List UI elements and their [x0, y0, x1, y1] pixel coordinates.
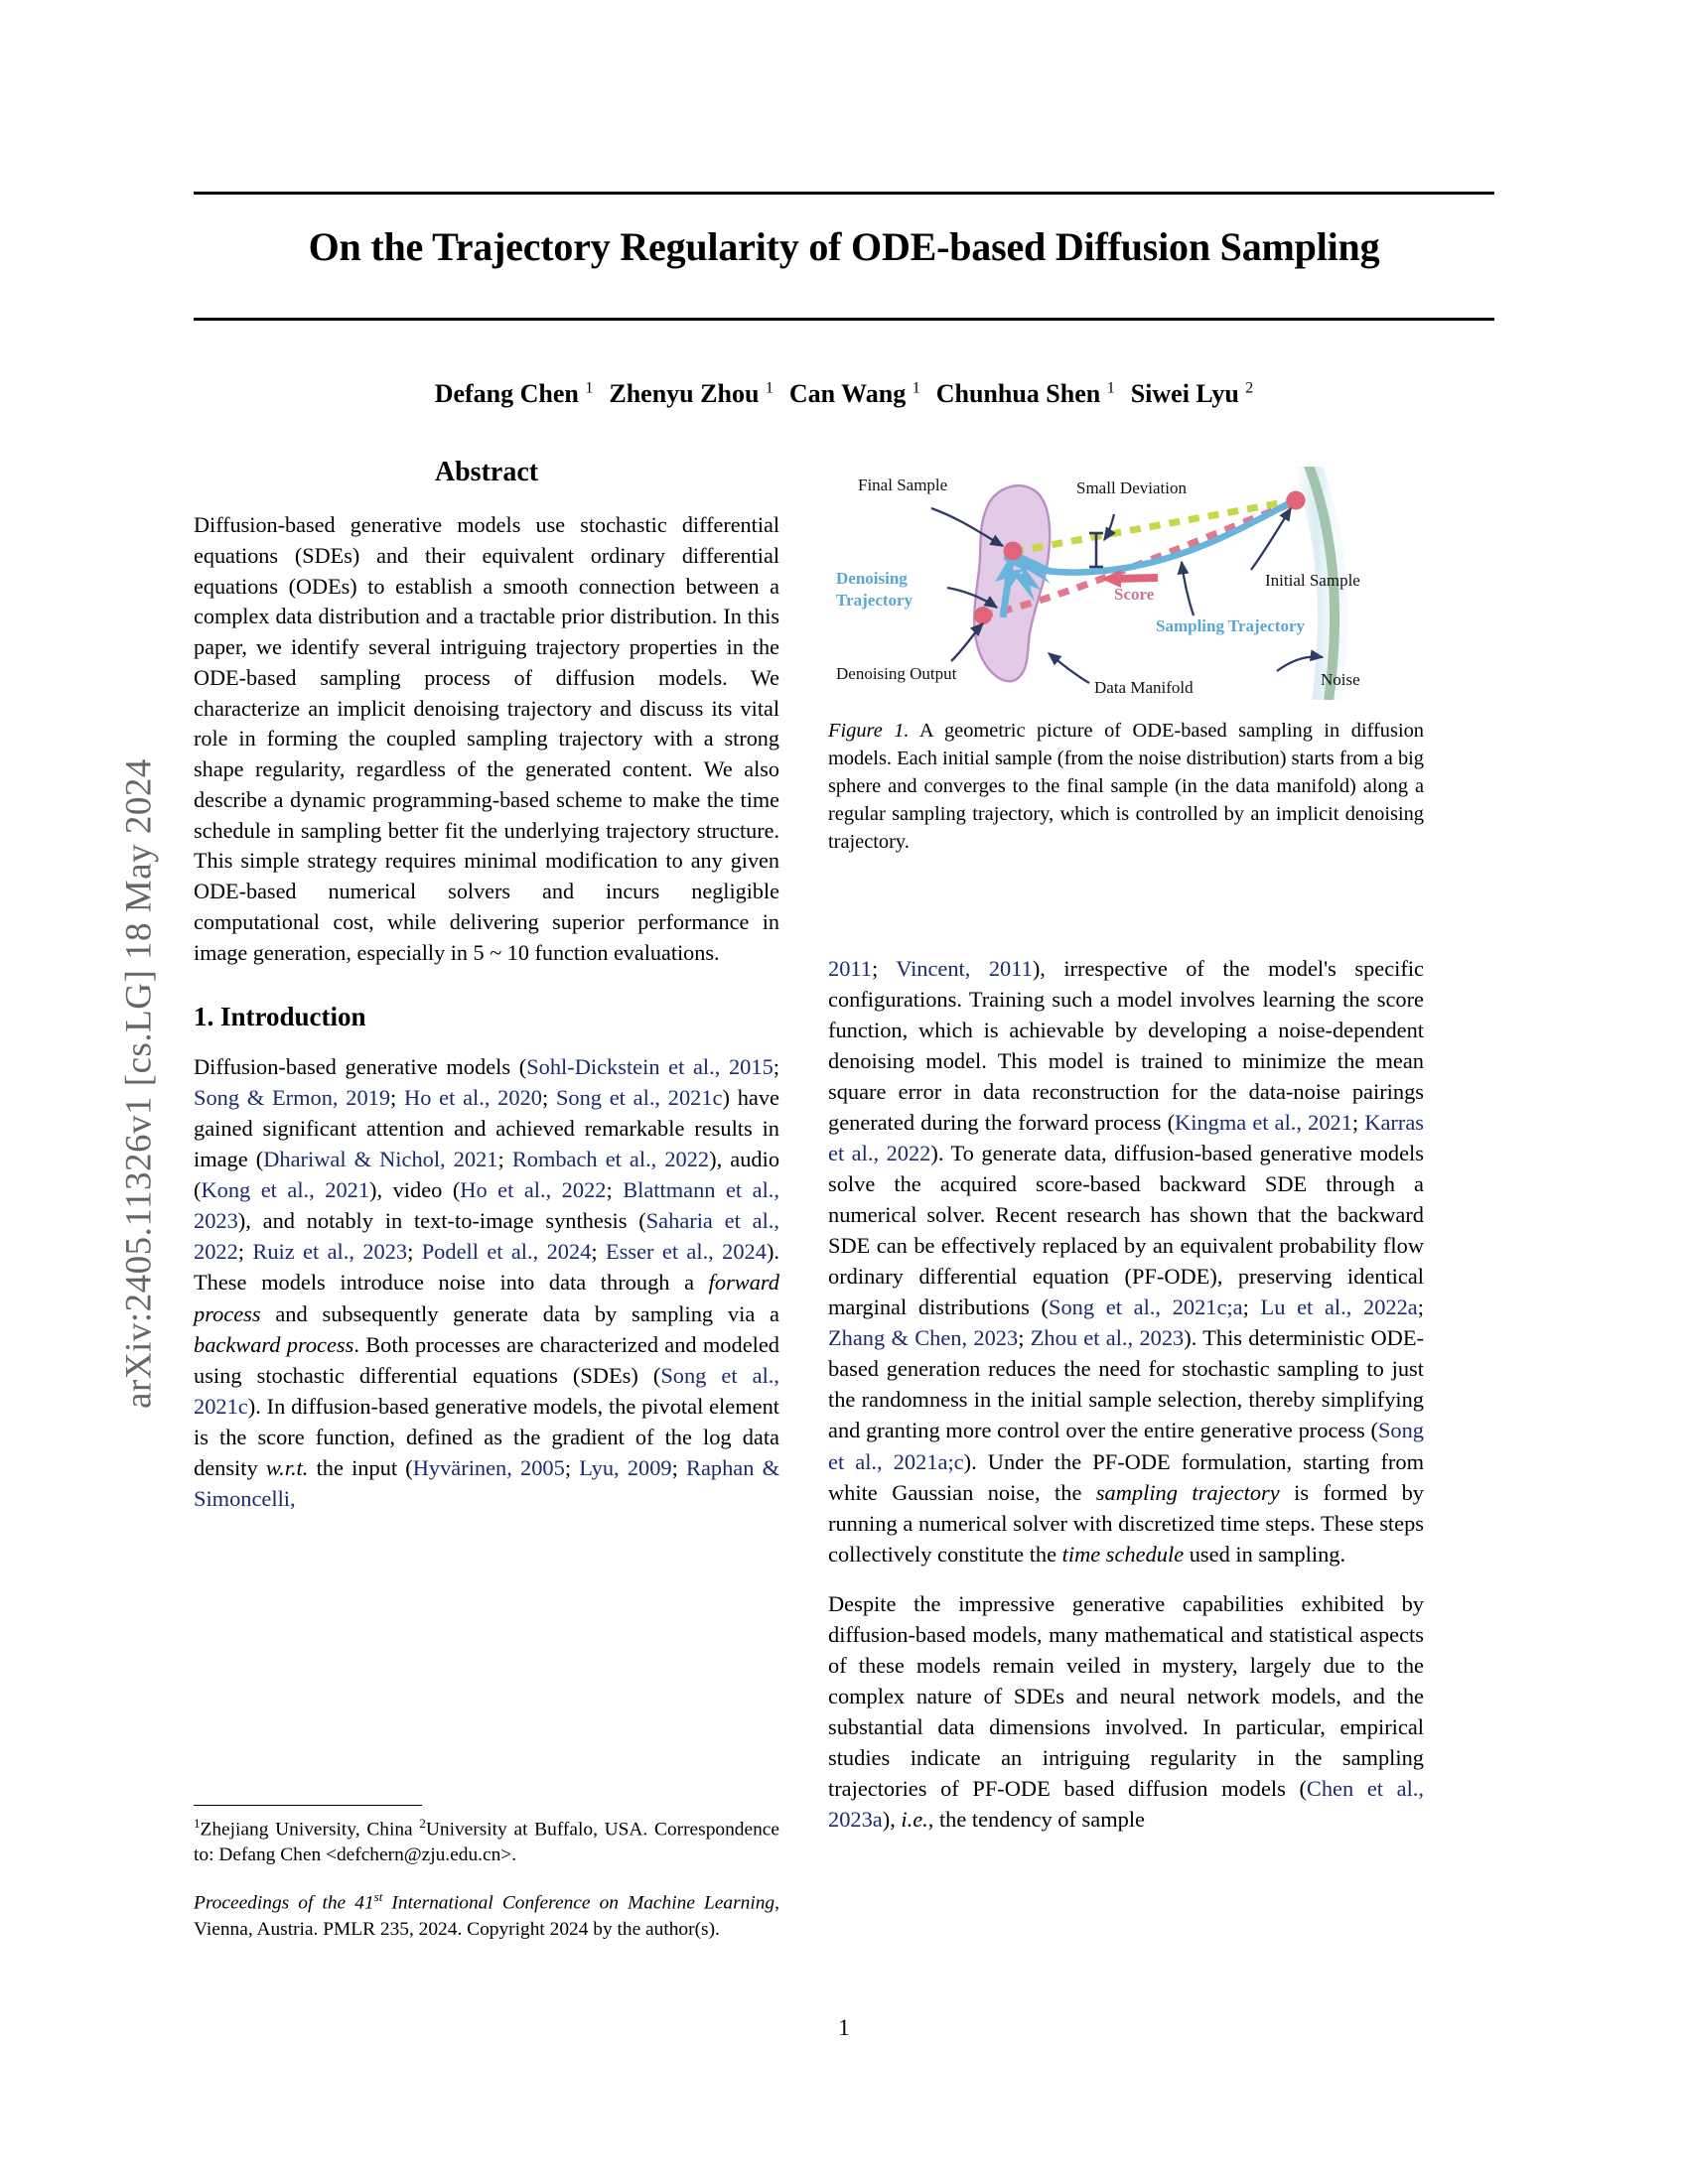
citation-link[interactable]: Esser et al., 2024	[606, 1239, 767, 1265]
body-text: ;	[564, 1454, 580, 1480]
data-manifold-leader	[1049, 653, 1089, 683]
body-text: used in sampling.	[1184, 1541, 1346, 1567]
body-text: , the tendency of sample	[927, 1806, 1145, 1832]
citation-link[interactable]: Vincent, 2011	[896, 956, 1033, 981]
intro-paragraph-1	[194, 1051, 779, 1513]
label-noise: Noise	[1321, 670, 1360, 689]
body-text: . Both processes are characterized and modeled using stochastic differential equations (SDEs) (	[194, 1331, 779, 1388]
section-heading-introduction: 1. Introduction	[194, 1002, 366, 1032]
author-affiliation-marker: 1	[912, 379, 920, 397]
body-text: ;	[1242, 1295, 1261, 1320]
citation-link[interactable]: Ruiz et al., 2023	[252, 1239, 408, 1265]
citation-link[interactable]: Kingma et al., 2021	[1175, 1110, 1352, 1136]
body-text: ), and notably in text-to-image synthesis (	[237, 1208, 646, 1234]
citation-link[interactable]: Song et al., 2021c	[555, 1085, 723, 1111]
body-text: ),	[882, 1806, 902, 1832]
proceedings-ordinal: st	[373, 1889, 383, 1905]
citation-link[interactable]: Ho et al., 2020	[404, 1085, 542, 1111]
affiliation-text: Zhejiang University, China	[200, 1819, 420, 1841]
body-text: ;	[773, 1054, 779, 1080]
title-rule-top	[194, 192, 1494, 195]
citation-link[interactable]: Saharia et al., 2022	[194, 1208, 779, 1265]
arxiv-stamp	[0, 0, 159, 2184]
label-small-deviation: Small Deviation	[1076, 478, 1187, 497]
label-final-sample: Final Sample	[858, 476, 948, 494]
title-rule-bottom	[194, 318, 1494, 321]
figure-1-graphic	[828, 467, 1424, 700]
citation-link[interactable]: Lu et al., 2022a	[1260, 1295, 1418, 1320]
paper-page	[149, 0, 1539, 2184]
body-text: ), video (	[369, 1177, 461, 1203]
body-text: ;	[871, 956, 897, 981]
body-text: ;	[390, 1085, 405, 1111]
left-column	[194, 457, 779, 1533]
proceedings-title-part2: International Conference on Machine Learning	[382, 1892, 775, 1914]
final-sample-dot	[1004, 542, 1023, 561]
footnote-rule	[194, 1805, 422, 1806]
figure-1-caption	[828, 718, 1424, 857]
sampling-trajectory-leader	[1182, 562, 1194, 615]
citation-link[interactable]: Rombach et al., 2022	[511, 1147, 710, 1172]
citation-link[interactable]: Blattmann et al., 2023	[194, 1177, 780, 1234]
author-affiliation-marker: 1	[1106, 379, 1115, 397]
citation-link[interactable]: Dhariwal & Nichol, 2021	[263, 1147, 498, 1172]
body-text: ). This deterministic ODE-based generation reduces the need for stochastic sampling to just the randomness in the initial sample selection, thereby simplifying and granting more control over the entire generative process (	[828, 1325, 1424, 1443]
author-affiliation-marker: 2	[1245, 379, 1254, 397]
right-paragraph-1	[828, 953, 1424, 1570]
body-text: ). Under the PF-ODE formulation, starting from white Gaussian noise, the	[828, 1448, 1424, 1505]
affiliation-marker: 2	[419, 1816, 426, 1831]
citation-link[interactable]: Podell et al., 2024	[421, 1239, 592, 1265]
body-text: ;	[671, 1454, 687, 1480]
citation-link[interactable]: Ho et al., 2022	[460, 1177, 607, 1203]
body-text: ) have gained significant attention and achieved remarkable results in image (	[194, 1085, 779, 1172]
emphasis-text: backward process	[194, 1331, 354, 1357]
body-text: ;	[1351, 1110, 1365, 1136]
label-initial-sample: Initial Sample	[1265, 571, 1360, 590]
body-text: ), irrespective of the model's specific configurations. Training such a model involves learning the score function, which is achievable by developing a noise-dependent denoising model. This model is trained to minimize the mean square error in data reconstruction for the data-noise pairings generated during the forward process (	[828, 956, 1424, 1136]
emphasis-text: sampling trajectory	[1095, 1479, 1280, 1505]
body-text: ;	[606, 1177, 624, 1203]
author-affiliation-marker: 1	[765, 379, 774, 397]
emphasis-text: i.e.	[901, 1806, 928, 1832]
citation-link[interactable]: 2011	[828, 956, 872, 981]
proceedings-rest: , Vienna, Austria. PMLR 235, 2024. Copyright 2024 by the author(s).	[194, 1892, 779, 1940]
abstract-heading: Abstract	[434, 457, 539, 487]
citation-link[interactable]: Hyvärinen, 2005	[412, 1454, 565, 1480]
citation-link[interactable]: Karras et al., 2022	[828, 1110, 1424, 1166]
body-text: ;	[591, 1239, 606, 1265]
citation-link[interactable]: Kong et al., 2021	[201, 1177, 370, 1203]
emphasis-text: forward process	[194, 1270, 779, 1326]
citation-link[interactable]: Lyu, 2009	[579, 1454, 672, 1480]
citation-link[interactable]: Chen et al., 2023a	[828, 1775, 1424, 1832]
body-text: the input (	[308, 1454, 413, 1480]
figure-caption-text: A geometric picture of ODE-based sampling in diffusion models. Each initial sample (from the noise distribution) starts from a big sphere and converges to the final sample (in the data manifold) along a regular sampling trajectory, which is controlled by an implicit denoising trajectory.	[828, 720, 1424, 853]
body-text: ;	[1417, 1295, 1424, 1320]
denoising-output-dot	[974, 607, 992, 624]
figure-1	[828, 467, 1424, 857]
affiliation-marker: 1	[194, 1816, 201, 1831]
body-text: ;	[541, 1085, 556, 1111]
author-3: Can Wang $^1$	[788, 379, 920, 408]
body-text: ). To generate data, diffusion-based generative models solve the acquired score-based backward SDE through a numerical solver. Recent research has shown that the backward SDE can be effectively replaced by an equivalent probability flow ordinary differential equation (PF-ODE), preserving identical marginal distributions (	[828, 1141, 1424, 1320]
label-denoising-trajectory-line2: Trajectory	[836, 591, 914, 610]
right-paragraph-2	[828, 1588, 1424, 1835]
emphasis-text: time schedule	[1061, 1541, 1185, 1567]
footnote-affiliation	[194, 1815, 779, 1868]
body-text: is formed by running a numerical solver with discretized time steps. These steps collectively constitute the	[828, 1479, 1425, 1567]
label-sampling-trajectory: Sampling Trajectory	[1156, 616, 1305, 635]
proceedings-title-part1: Proceedings of the 41	[194, 1892, 374, 1914]
author-1: Defang Chen $^1$	[434, 379, 594, 408]
author-4: Chunhua Shen $^1$	[935, 379, 1115, 408]
body-text: ). In diffusion-based generative models, the pivotal element is the score function, defined as the gradient of the log data density	[194, 1393, 779, 1480]
label-score: Score	[1114, 585, 1155, 604]
affiliation-text: University at Buffalo, USA. Correspondence to: Defang Chen <defchern@zju.edu.cn>.	[194, 1819, 779, 1866]
body-text: ;	[237, 1239, 253, 1265]
author-2: Zhenyu Zhou $^1$	[609, 379, 774, 408]
body-text: Despite the impressive generative capabilities exhibited by diffusion-based models, many mathematical and statistical aspects of these models remain veiled in mystery, largely due to the complex nature of SDEs and neural network models, and the substantial data dimensions involved. In particular, empirical studies indicate an intriguing regularity in the sampling trajectories of PF-ODE based diffusion models (	[828, 1590, 1424, 1801]
author-affiliation-marker: 1	[585, 379, 594, 397]
page-number: 1	[838, 2015, 850, 2040]
citation-link[interactable]: Zhang & Chen, 2023	[828, 1325, 1019, 1351]
arxiv-stamp-text: arXiv:2405.11326v1 [cs.LG] 18 May 2024	[118, 758, 160, 1409]
citation-link[interactable]: Song et al., 2021c	[194, 1362, 779, 1419]
emphasis-text: w.r.t.	[265, 1454, 309, 1480]
denoising-trajectory-path	[1013, 500, 1295, 552]
footnote-proceedings	[194, 1888, 779, 1942]
body-text: ), audio (	[194, 1147, 780, 1203]
body-text: ;	[407, 1239, 422, 1265]
citation-link[interactable]: Sohl-Dickstein et al., 2015	[526, 1054, 774, 1080]
citation-link[interactable]: Zhou et al., 2023	[1030, 1325, 1185, 1351]
citation-link[interactable]: Song et al., 2021a;c	[828, 1418, 1424, 1474]
page-title: On the Trajectory Regularity of ODE-based Diffusion Sampling	[308, 224, 1380, 269]
body-text: ;	[497, 1147, 512, 1172]
author-5: Siwei Lyu $^2$	[1130, 379, 1254, 408]
body-text: ;	[1018, 1325, 1031, 1351]
right-column	[828, 953, 1424, 1853]
body-text: and subsequently generate data by sampling via a	[260, 1300, 779, 1326]
body-text: ). These models introduce noise into data through a	[194, 1239, 779, 1296]
body-text: Diffusion-based generative models (	[194, 1054, 527, 1080]
label-data-manifold: Data Manifold	[1094, 678, 1194, 697]
citation-link[interactable]: Song & Ermon, 2019	[194, 1085, 391, 1111]
initial-sample-dot	[1287, 491, 1306, 510]
citation-link[interactable]: Raphan & Simoncelli,	[194, 1454, 780, 1511]
author-list	[194, 379, 1494, 409]
citation-link[interactable]: Song et al., 2021c;a	[1049, 1295, 1243, 1320]
label-denoising-output: Denoising Output	[836, 664, 957, 683]
label-denoising-trajectory-line1: Denoising	[836, 569, 908, 588]
abstract-text: Diffusion-based generative models use stochastic differential equations (SDEs) and their equivalent ordinary differential equations (ODEs) to establish a smooth connection between a complex data distribution and a tractable prior distribution. In this paper, we identify several intriguing trajectory properties in the ODE-based sampling process of diffusion models. We characterize an implicit denoising trajectory and discuss its vital role in forming the coupled sampling trajectory with a strong shape regularity, regardless of the generated content. We also describe a dynamic programming-based scheme to make the time schedule in sampling better fit the underlying trajectory structure. This simple strategy requires minimal modification to any given ODE-based numerical solvers and incurs negligible computational cost, while delivering superior performance in image generation, especially in 5 ~ 10 function evaluations.	[194, 512, 779, 965]
footnote-block	[194, 1805, 779, 1963]
figure-label: Figure 1.	[828, 720, 910, 742]
